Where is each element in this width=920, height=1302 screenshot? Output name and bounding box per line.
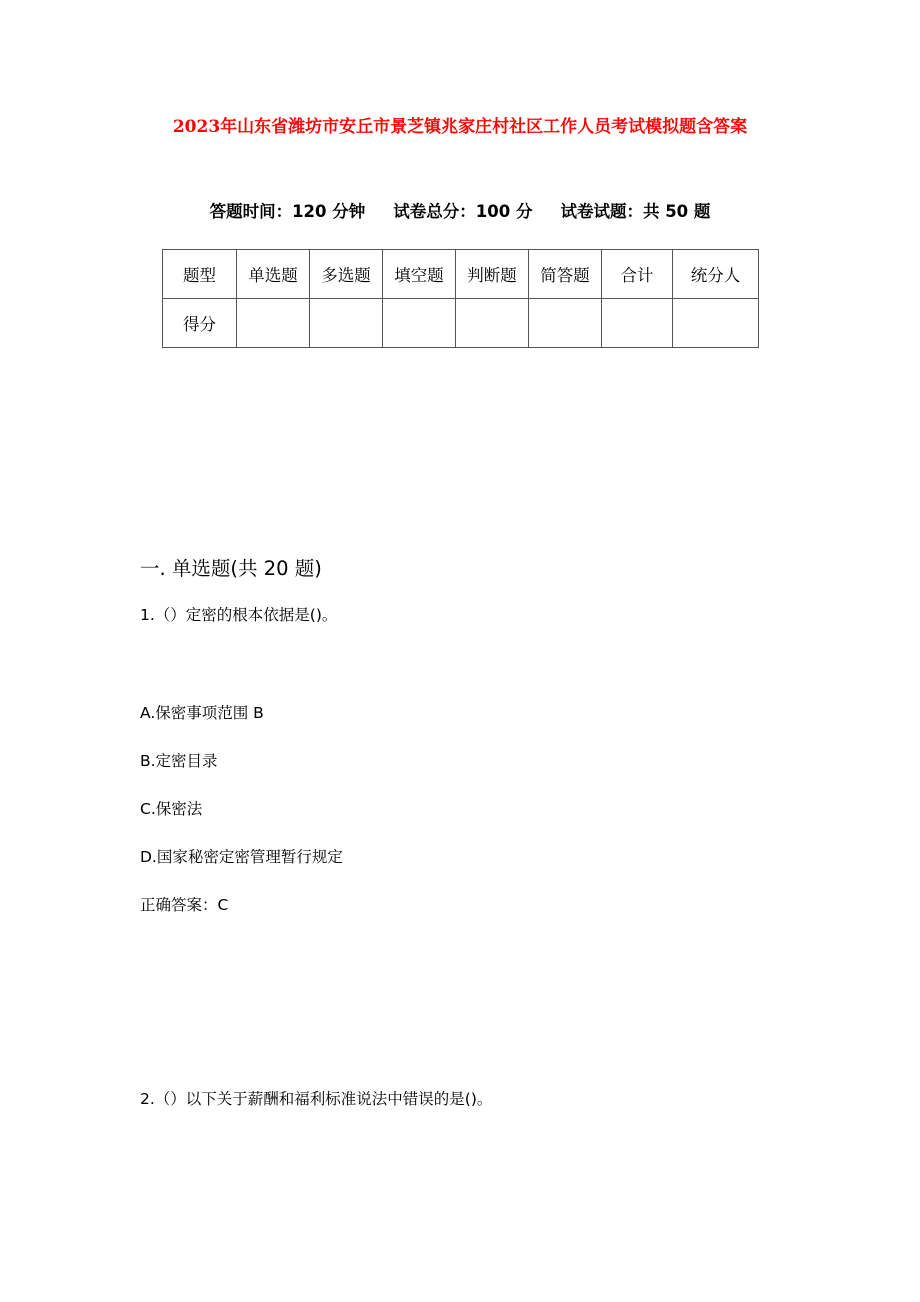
header-cell-short-answer: 简答题: [529, 250, 602, 299]
header-cell-single-choice: 单选题: [237, 250, 310, 299]
exam-time: 答题时间：120 分钟: [209, 202, 366, 221]
score-cell-total: [602, 299, 673, 348]
score-cell-single-choice: [237, 299, 310, 348]
score-cell-short-answer: [529, 299, 602, 348]
section-heading: 一. 单选题(共 20 题): [140, 557, 322, 580]
header-cell-fill-blank: 填空题: [383, 250, 456, 299]
score-table: [162, 249, 759, 348]
question-1-option-b: B.定密目录: [140, 752, 218, 770]
exam-question-count: 试卷试题：共 50 题: [560, 202, 711, 221]
exam-info: [0, 198, 920, 222]
header-cell-type: 题型: [163, 250, 237, 299]
header-cell-total: 合计: [602, 250, 673, 299]
question-1-answer: 正确答案：C: [140, 896, 229, 914]
header-cell-true-false: 判断题: [456, 250, 529, 299]
score-row-label: 得分: [163, 299, 237, 348]
exam-total-score: 试卷总分：100 分: [393, 202, 533, 221]
question-1-option-d: D.国家秘密定密管理暂行规定: [140, 848, 343, 866]
document-title: 2023年山东省潍坊市安丘市景芝镇兆家庄村社区工作人员考试模拟题含答案: [172, 117, 748, 137]
question-1-stem: 1.（）定密的根本依据是()。: [140, 606, 338, 624]
question-2-stem: 2.（）以下关于薪酬和福利标准说法中错误的是()。: [140, 1090, 493, 1108]
score-cell-multiple-choice: [310, 299, 383, 348]
score-cell-true-false: [456, 299, 529, 348]
question-1-option-c: C.保密法: [140, 800, 203, 818]
header-cell-multiple-choice: 多选题: [310, 250, 383, 299]
score-table-header-row: [163, 250, 759, 299]
score-cell-scorer: [673, 299, 759, 348]
header-cell-scorer: 统分人: [673, 250, 759, 299]
score-cell-fill-blank: [383, 299, 456, 348]
score-table-score-row: [163, 299, 759, 348]
question-1-option-a: A.保密事项范围 B: [140, 704, 264, 722]
